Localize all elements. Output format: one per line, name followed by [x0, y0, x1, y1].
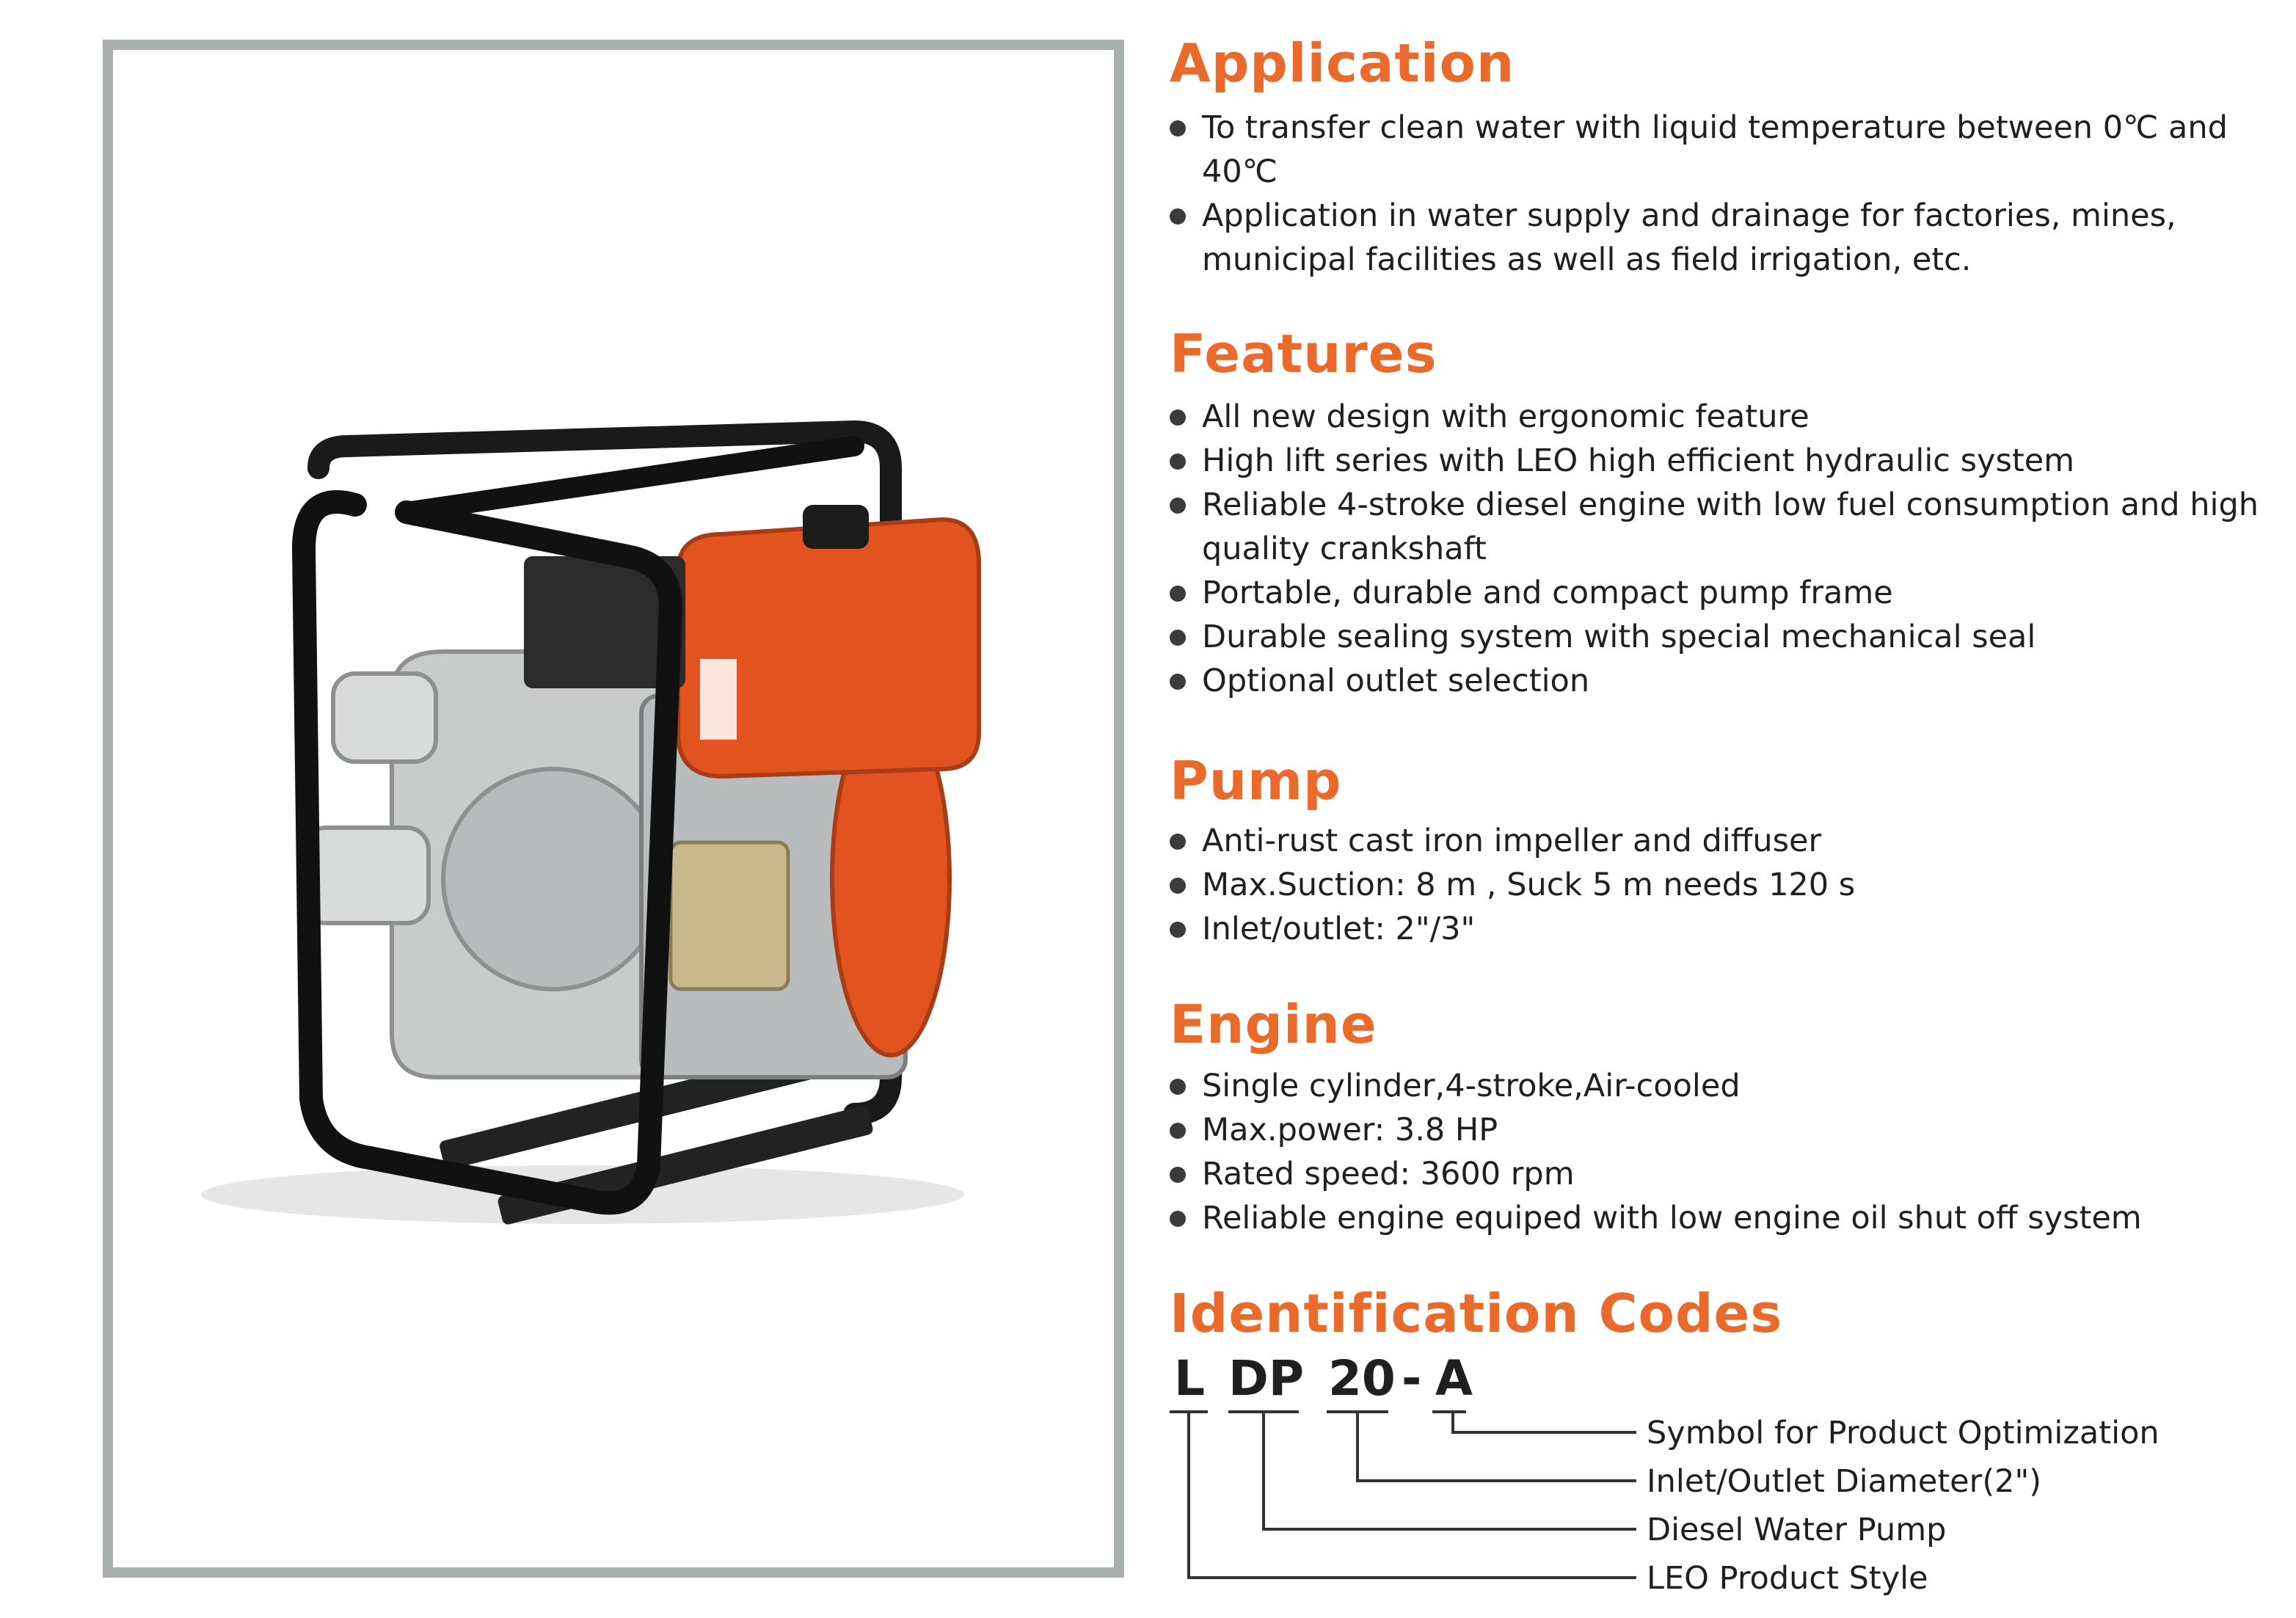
list-item: Anti-rust cast iron impeller and diffuser: [1170, 819, 2270, 863]
list-item: High lift series with LEO high efficient hydraulic system: [1170, 439, 2270, 483]
pump-heading: Pump: [1170, 750, 1342, 812]
product-image-frame: [103, 40, 1124, 1578]
list-item: Inlet/outlet: 2"/3": [1170, 907, 2270, 951]
list-item: Reliable 4-stroke diesel engine with low fuel consumption and high quality crankshaft: [1170, 483, 2270, 571]
list-item: Durable sealing system with special mechanical seal: [1170, 615, 2270, 659]
features-heading: Features: [1170, 323, 1437, 385]
list-item: All new design with ergonomic feature: [1170, 395, 2270, 439]
code-desc-diameter: Inlet/Outlet Diameter(2"): [1647, 1463, 2042, 1500]
code-desc-product-style: LEO Product Style: [1647, 1560, 1928, 1597]
list-item: Optional outlet selection: [1170, 659, 2270, 703]
list-item: Max.Suction: 8 m , Suck 5 m needs 120 s: [1170, 863, 2270, 907]
list-item: Application in water supply and drainage for factories, mines, municipal facilities as well as field irrigation, etc.: [1170, 194, 2270, 282]
list-item: To transfer clean water with liquid temperature between 0℃ and 40℃: [1170, 106, 2270, 194]
code-part-a: A: [1435, 1350, 1473, 1407]
list-item: Reliable engine equiped with low engine oil shut off system: [1170, 1196, 2270, 1240]
code-part-dp: DP: [1228, 1350, 1305, 1407]
identification-heading: Identification Codes: [1170, 1283, 1783, 1344]
code-part-20: 20: [1328, 1350, 1396, 1407]
list-item: Single cylinder,4-stroke,Air-cooled: [1170, 1064, 2270, 1108]
code-leader-lines: [1170, 0, 2270, 1618]
code-part-l: L: [1174, 1350, 1206, 1407]
code-desc-optimization: Symbol for Product Optimization: [1647, 1415, 2160, 1451]
engine-heading: Engine: [1170, 994, 1377, 1055]
application-heading: Application: [1170, 32, 1515, 94]
diesel-water-pump-image: [113, 50, 1114, 1567]
list-item: Max.power: 3.8 HP: [1170, 1108, 2270, 1152]
code-part-dash: -: [1402, 1350, 1422, 1407]
list-item: Rated speed: 3600 rpm: [1170, 1152, 2270, 1196]
code-desc-diesel-pump: Diesel Water Pump: [1647, 1512, 1947, 1548]
list-item: Portable, durable and compact pump frame: [1170, 571, 2270, 615]
